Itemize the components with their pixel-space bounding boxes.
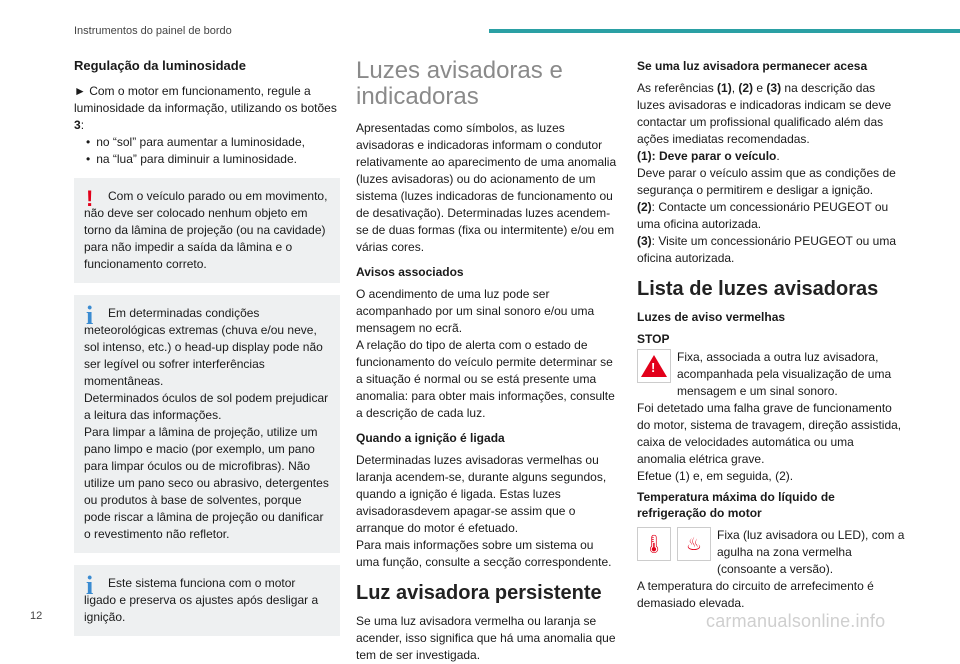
text: e: [753, 81, 767, 95]
section-warning-list: Lista de luzes avisadoras: [637, 278, 879, 300]
coolant-temperature-icon: ♨: [677, 527, 711, 561]
info-icon: i: [86, 571, 94, 600]
brightness-intro: [74, 83, 340, 134]
intro-text: ► Com o motor em funcionamento, regule a luminosidade da informação, utilizando os botões: [74, 84, 337, 115]
paragraph: O acendimento de uma luz pode ser acompanhado por um sinal sonoro e/ou uma mensagem no ecrã.: [356, 287, 595, 335]
ref-2: (2): [637, 200, 652, 214]
info-notice: [74, 295, 340, 553]
ref-1-line: [637, 148, 905, 165]
ref-1: (1): [717, 81, 732, 95]
paragraph: A temperatura do circuito de arrefecimento é demasiado elevada.: [637, 579, 874, 610]
paragraph: Efetue (1) e, em seguida, (2).: [637, 469, 794, 483]
header-rule: [489, 29, 960, 33]
subheading-red-lights: Luzes de aviso vermelhas: [637, 310, 786, 324]
paragraph: Determinadas luzes avisadoras vermelhas ou laranja acendem-se, durante alguns segundos, quando a ignição é ligada. Estas luzes avisadorasdevem apagar-se assim que o arranque do motor é efetuado.: [356, 453, 607, 535]
thermometer-icon: 🌡: [637, 527, 671, 561]
list-item: • no “sol” para aumentar a luminosidade,: [86, 134, 340, 151]
paragraph: A relação do tipo de alerta com o estado de funcionamento do veículo permite determinar se a situação é normal ou se está presente uma anomalia: para obter mais informações, consulte a descrição de cada luz.: [356, 338, 615, 420]
stop-vehicle: : Deve parar o veículo: [651, 149, 777, 163]
text: : Contacte um concessionário PEUGEOT ou uma oficina autorizada.: [637, 200, 889, 231]
paragraph: Foi detetado uma falha grave de funcionamento do motor, sistema de travagem, direção assistida, caixa de velocidades automática ou uma anomalia elétrica grave.: [637, 401, 902, 466]
text: na descrição das luzes avisadoras e indicadoras indicam se deve contactar um profissional qualificado além das ações imediatas recomendadas.: [637, 81, 892, 146]
subheading-coolant-temp: Temperatura máxima do líquido de refrigeração do motor: [637, 490, 835, 520]
list-item: • na “lua” para diminuir a luminosidade.: [86, 151, 340, 168]
text: .: [776, 149, 780, 163]
watermark: carmanualsonline.info: [706, 611, 886, 631]
intro-ref: 3: [74, 118, 81, 132]
ref-3: (3): [637, 234, 652, 248]
temp-text: Fixa (luz avisadora ou LED), com a agulha na zona vermelha (consoante a versão).: [717, 528, 905, 576]
info-text-4: Este sistema funciona com o motor ligado e preserva os ajustes após desligar a ignição.: [84, 576, 319, 624]
column-1: [74, 58, 340, 648]
ref-2: (2): [738, 81, 754, 95]
section-persistent-light: Luz avisadora persistente: [356, 582, 602, 604]
brightness-list: [86, 134, 340, 168]
column-2: [356, 58, 620, 664]
text: : Visite um concessionário PEUGEOT ou uma oficina autorizada.: [637, 234, 897, 265]
ref-2-line: [637, 199, 905, 233]
running-title: Instrumentos do painel de bordo: [74, 25, 232, 37]
warning-notice: [74, 178, 340, 283]
info-text-1: Em determinadas condições meteorológicas extremas (chuva e/ou neve, sol intenso, etc.) o head-up display pode não ser legível ou sofrer interferências momentâneas.: [84, 306, 323, 388]
warning-text: Com o veículo parado ou em movimento, não deve ser colocado nenhum objeto em torno da lâmina de projeção (ou na cavidade) para não impedir a saída da lâmina e o funcionamento correto.: [84, 189, 328, 271]
stop-warning-icon: [637, 349, 671, 383]
info-text-2: Determinados óculos de sol podem prejudicar a leitura das informações.: [84, 391, 329, 422]
info-icon: i: [86, 301, 94, 330]
ref-1: (1): [637, 149, 652, 163]
stop-text: Fixa, associada a outra luz avisadora, acompanhada pela visualização de uma mensagem e um sinal sonoro.: [677, 350, 892, 398]
stop-label: STOP: [637, 332, 670, 346]
paragraph: Para mais informações sobre um sistema ou uma função, consulte a secção correspondente.: [356, 538, 612, 569]
ref-3-line: [637, 233, 905, 267]
subheading-light-stays-on: Se uma luz avisadora permanecer acesa: [637, 59, 868, 73]
stop-row: [637, 349, 905, 400]
references-paragraph: [637, 80, 905, 148]
paragraph: Deve parar o veículo assim que as condições de segurança o permitirem e desligar a ignição.: [637, 166, 896, 197]
info-text-3: Para limpar a lâmina de projeção, utilize um pano limpo e macio (por exemplo, um pano para limpar óculos ou de microfibras). Não utilize um pano seco ou abrasivo, detergentes ou produtos à base de solventes, porque pode riscar a lâmina de projeção ou danificar o revestimento não refletor.: [84, 425, 329, 541]
paragraph: Apresentadas como símbolos, as luzes avisadoras e indicadoras informam o condutor relativamente ao aparecimento de uma anomalia (luzes avisadoras) ou do acionamento de um sistema (luzes indicadoras de funcionamento ou de desativação). Determinadas luzes acendem-se de duas formas (fixa ou intermitente) e/ou em várias cores.: [356, 121, 617, 254]
subheading-ignition-on: Quando a ignição é ligada: [356, 431, 505, 445]
text: As referências: [637, 81, 718, 95]
ref-3: (3): [766, 81, 782, 95]
subheading-associated-alerts: Avisos associados: [356, 265, 464, 279]
temp-row: [637, 527, 905, 578]
column-3: [637, 58, 905, 612]
intro-colon: :: [80, 118, 85, 132]
text: ,: [731, 81, 739, 95]
heading-warning-lights: Luzes avisadoras e indicadoras: [356, 57, 563, 110]
heading-brightness: Regulação da luminosidade: [74, 58, 246, 73]
page-number: 12: [30, 610, 43, 622]
info-notice-2: [74, 565, 340, 636]
exclamation-icon: !: [86, 186, 94, 211]
paragraph: Se uma luz avisadora vermelha ou laranja se acender, isso significa que há uma anomalia que tem de ser investigada.: [356, 614, 616, 662]
